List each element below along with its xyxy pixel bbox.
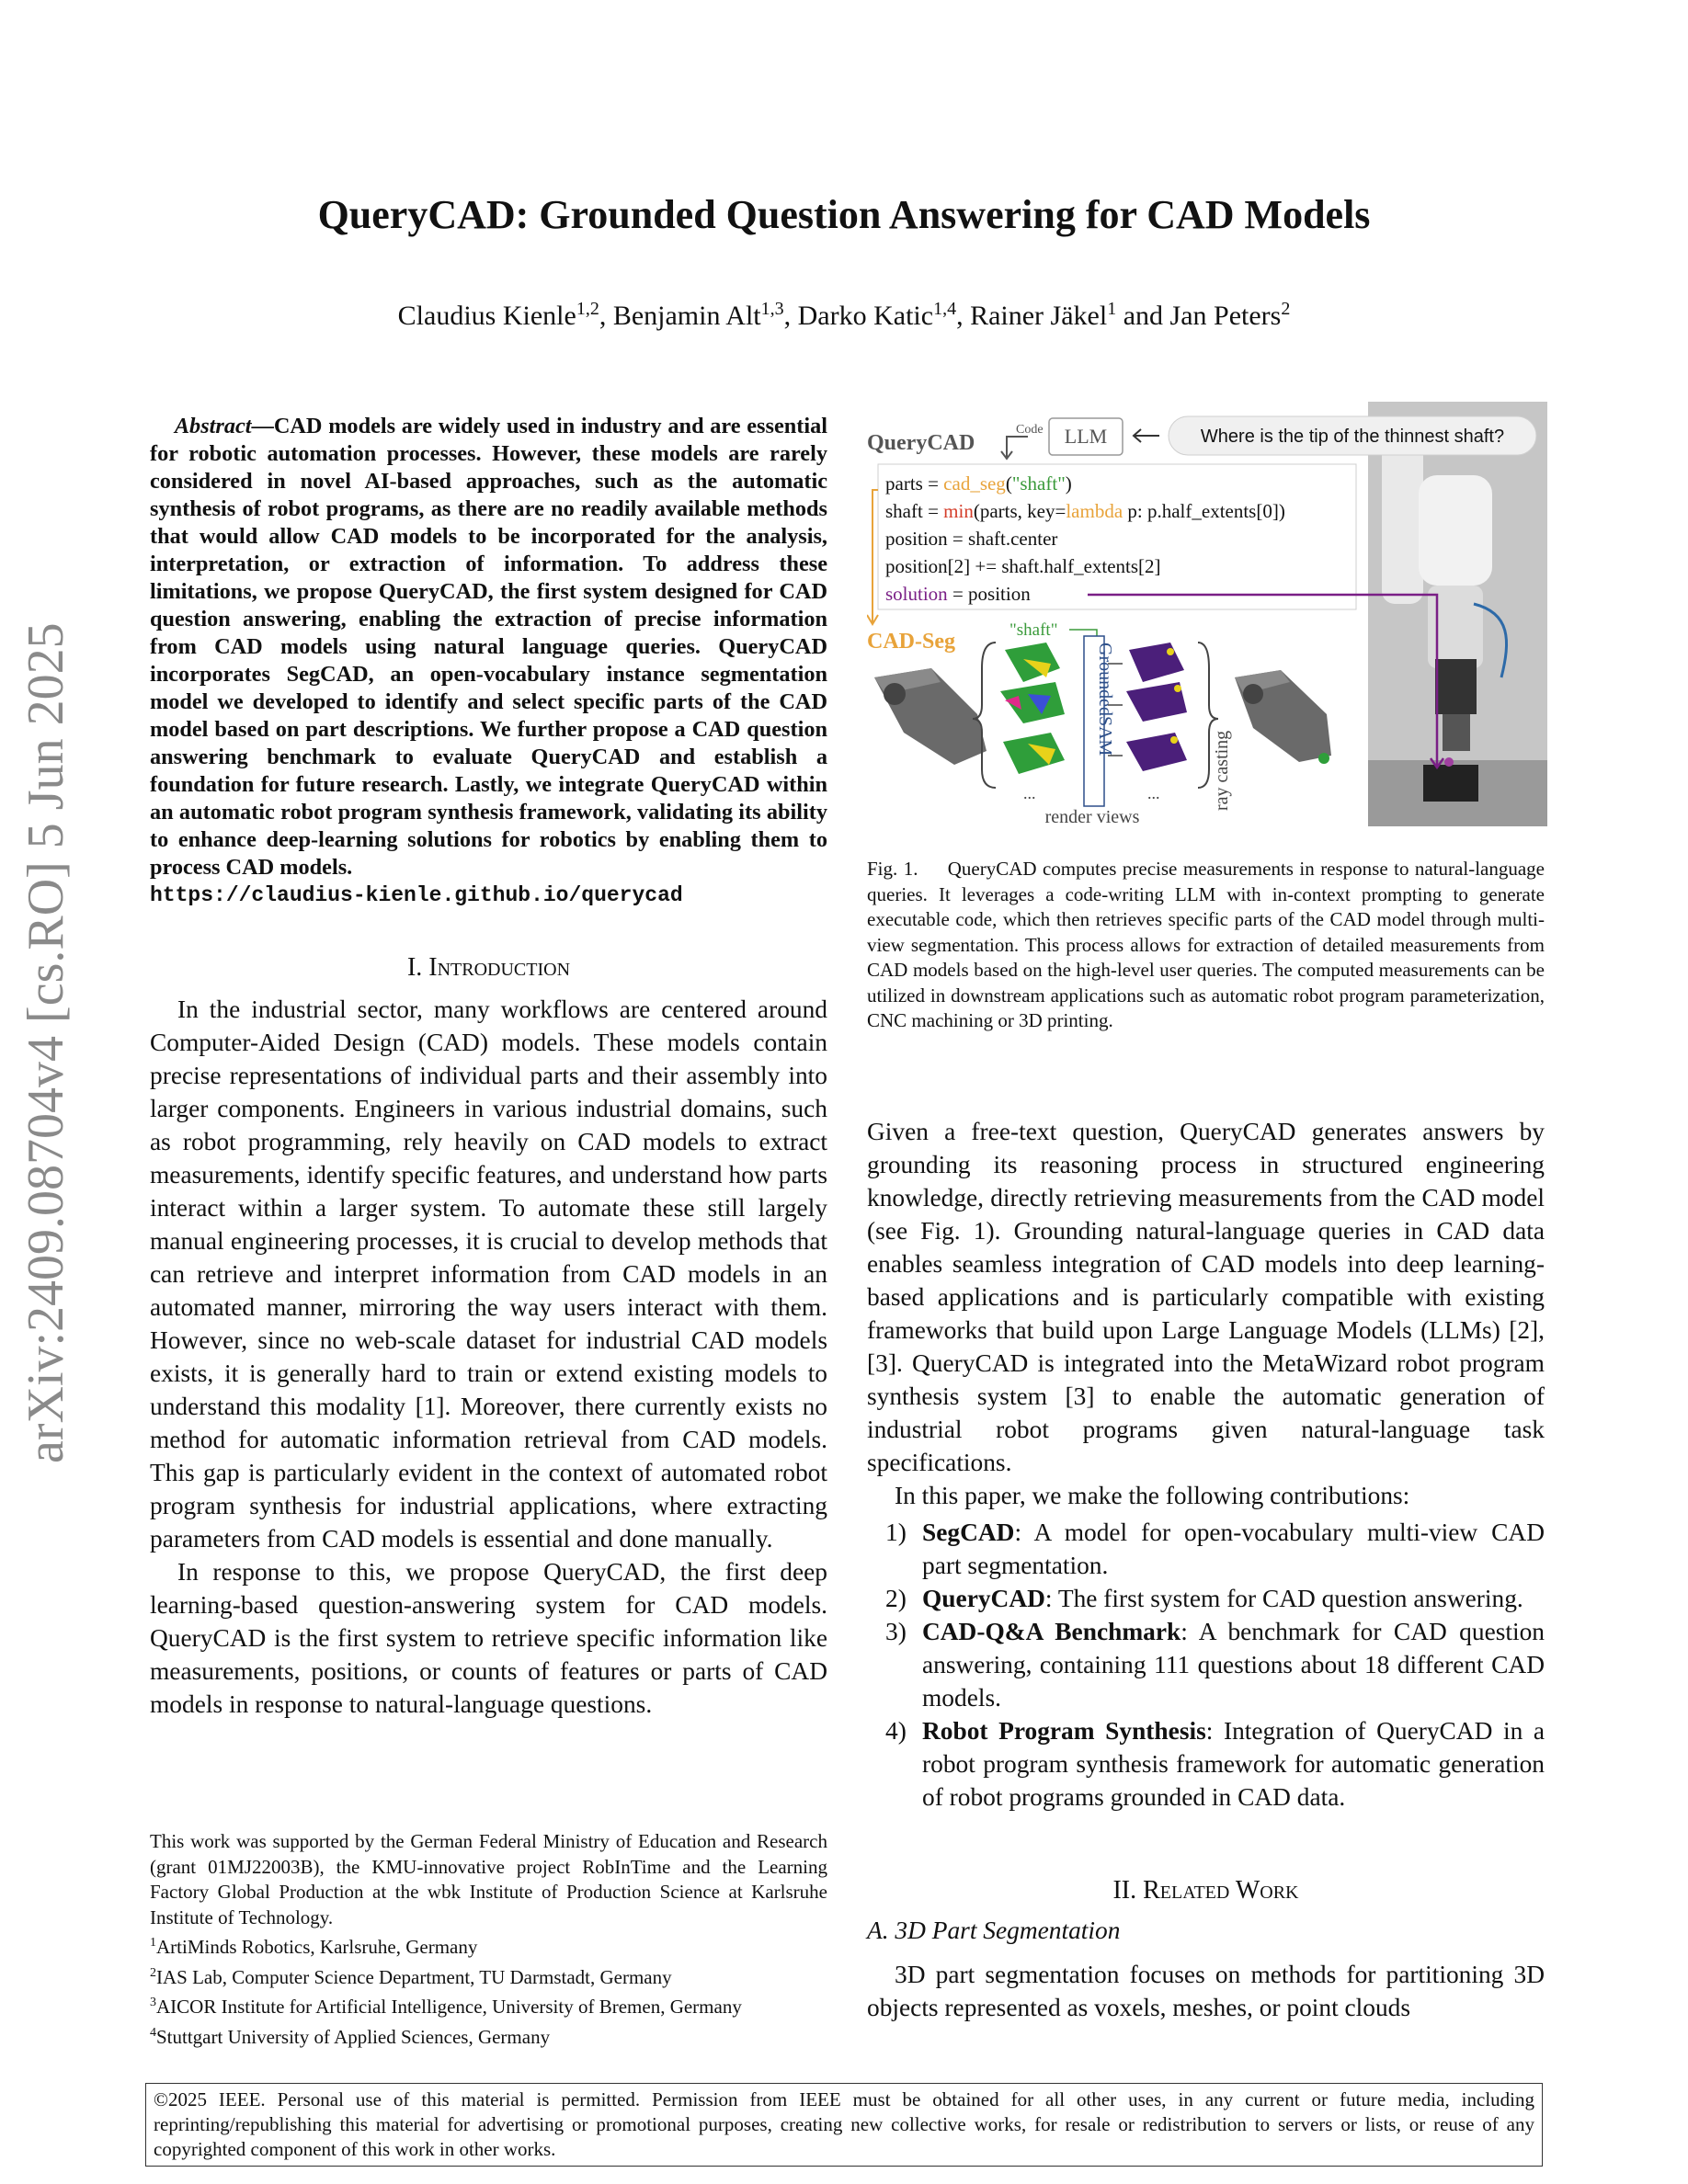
intro-paragraph-2: In response to this, we propose QueryCAD, the first deep learning-based question-answering system for CAD models. QueryCAD is the first system to retrieve specific information like measurements, positions, or counts of features or parts of CAD models in response to natural-language questions. (150, 1558, 827, 1718)
author-separator: and (1116, 301, 1170, 331)
contribution-number: 4) (885, 1717, 907, 1745)
right-paragraph-2: In this paper, we make the following contributions: (895, 1482, 1410, 1509)
introduction-body (150, 993, 827, 1721)
affiliation-text: ArtiMinds Robotics, Karlsruhe, Germany (156, 1936, 478, 1958)
abstract (150, 413, 827, 909)
contribution-text: : A benchmark for CAD question answering, containing 111 questions about 18 different CAD models. (922, 1618, 1545, 1712)
affiliation-text: Stuttgart University of Applied Sciences, Germany (156, 2025, 551, 2048)
contribution-title: Robot Program Synthesis (922, 1717, 1206, 1745)
abstract-lead: Abstract (174, 414, 252, 438)
paper-title: QueryCAD: Grounded Question Answering for CAD Models (317, 192, 1371, 237)
affiliation-line (150, 1990, 827, 2020)
code-line-5: solution = position (885, 583, 1031, 605)
related-work-body (867, 1958, 1545, 2024)
code-line-3: position = shaft.center (885, 528, 1058, 550)
render-dots-2: ... (1147, 784, 1160, 802)
author-name: Benjamin Alt (612, 301, 761, 331)
footnote (150, 1829, 827, 2050)
author-list (0, 292, 1688, 333)
contribution-title: CAD-Q&A Benchmark (922, 1618, 1181, 1645)
affiliation-line (150, 1930, 827, 1961)
author-name: Jan Peters (1169, 301, 1282, 331)
contribution-list (867, 1516, 1545, 1814)
llm-label: LLM (1064, 425, 1108, 448)
render-views-colored (1000, 643, 1065, 802)
contribution-text: : A model for open-vocabulary multi-view CAD part segmentation. (922, 1519, 1545, 1579)
author-name: Darko Katic (797, 301, 934, 331)
affiliation-number: 1 (150, 1936, 156, 1950)
subsection-heading-3d-part-segmentation: A. 3D Part Segmentation (867, 1917, 1121, 1944)
author-separator: , (956, 301, 971, 331)
project-url[interactable]: https://claudius-kienle.github.io/querycad (150, 883, 683, 907)
contribution-number: 1) (885, 1519, 907, 1546)
segmented-parts-purple (1126, 643, 1187, 802)
section-heading-introduction: I. Introduction (406, 953, 571, 982)
affiliation-line (150, 1961, 827, 1991)
groundedsam-label: GroundedSAM (1095, 643, 1115, 756)
cad-part-result (1235, 670, 1331, 764)
code-line-2: shaft = min(parts, key=lambda p: p.half_extents[0]) (885, 500, 1285, 522)
contribution-item (867, 1714, 1545, 1814)
caption-text: QueryCAD computes precise measurements in response to natural-language queries. It leverages a code-writing LLM with in-context prompting to generate executable code, which then retrieves specific parts of the CAD model through multi-view segmentation. This process allows for extraction of detailed measurements from CAD models based on the high-level user queries. The computed measurements can be utilized in downstream applications such as automatic robot program parameterization, CNC machining or 3D printing. (867, 858, 1545, 1031)
cad-part-grey (874, 668, 987, 765)
abstract-text: CAD models are widely used in industry and are essential for robotic automation processes. However, these models are rarely considered in novel AI-based approaches, such as the automatic synthesis of robot programs, as there are no readily available methods that would allow CAD models to be incorporated for the analysis, interpretation, or extraction of information. To address these limitations, we propose QueryCAD, the first system designed for CAD question answering, enabling the extraction of precise information from CAD models using natural language queries. QueryCAD incorporates SegCAD, an open-vocabulary instance segmentation model we developed to identify and select specific parts of the CAD model based on part descriptions. We further propose a CAD question answering benchmark to evaluate QueryCAD and establish a foundation for future research. Lastly, we integrate QueryCAD within an automatic robot program synthesis framework, validating its ability to enhance deep-learning solutions for robotics by enabling them to process CAD models. (150, 414, 828, 880)
contribution-title: QueryCAD (922, 1585, 1045, 1612)
affiliation-text: IAS Lab, Computer Science Department, TU Darmstadt, Germany (156, 1965, 672, 1988)
affiliation-number: 2 (150, 1965, 156, 1980)
author-separator: , (783, 301, 798, 331)
question-text: Where is the tip of the thinnest shaft? (1200, 427, 1505, 447)
contribution-number: 3) (885, 1618, 907, 1645)
figure-1-illustration (867, 402, 1547, 826)
author-separator: , (599, 301, 613, 331)
contribution-item (867, 1615, 1545, 1714)
author-name: Rainer Jäkel (970, 301, 1108, 331)
affiliation-line (150, 2020, 827, 2051)
intro-paragraph-1: In the industrial sector, many workflows are centered around Computer-Aided Design (CAD) models. These models contain precise representations of individual parts and their assembly into larger components. Engineers in various industrial domains, such as robot programming, rely heavily on CAD models to extract measurements, identify specific features, and understand how parts interact within a larger system. To automate these still largely manual engineering processes, it is crucial to develop methods that can retrieve and interpret information from CAD models in an automated manner, mirroring the way users interact with them. However, since no web-scale dataset for industrial CAD models exists, it is generally hard to train or extend existing models to understand this modality [1]. Moreover, there currently exists no method for automatic information retrieval from CAD models. This gap is particularly evident in the context of automated robot program synthesis for industrial applications, where extracting parameters from CAD models is essential and done manually. (150, 995, 827, 1553)
contribution-text: : Integration of QueryCAD in a robot program synthesis framework for automatic generation of robot programs grounded in CAD data. (922, 1717, 1545, 1811)
abstract-dash: — (251, 414, 274, 438)
author-affiliation-mark: 2 (1281, 299, 1291, 319)
render-views-label: render views (1044, 807, 1140, 826)
arxiv-identifier: arXiv:2409.08704v4 [cs.RO] 5 Jun 2025 (17, 622, 74, 1463)
section-heading-related-work: II. Related Work (1112, 1876, 1299, 1905)
author-affiliation-mark: 1,4 (933, 299, 957, 319)
querycad-label: QueryCAD (867, 431, 975, 455)
author-name: Claudius Kienle (397, 301, 576, 331)
right-column-body (867, 1115, 1545, 1814)
figure-caption (867, 857, 1545, 1034)
affiliation-text: AICOR Institute for Artificial Intelligence, University of Bremen, Germany (156, 1996, 742, 2018)
contribution-item (867, 1582, 1545, 1615)
ray-casting-label: ray casting (1212, 730, 1232, 811)
code-line-4: position[2] += shaft.half_extents[2] (885, 555, 1161, 577)
render-dots-1: ... (1023, 784, 1036, 802)
code-label: Code (1016, 423, 1044, 437)
contribution-item (867, 1516, 1545, 1582)
related-paragraph-1: 3D part segmentation focuses on methods for partitioning 3D objects represented as voxels, meshes, or point clouds (867, 1961, 1545, 2021)
copyright-notice: ©2025 IEEE. Personal use of this material is permitted. Permission from IEEE must be obtained for all other uses, in any current or future media, including reprinting/republishing this material for advertising or promotional purposes, creating new collective works, for resale or redistribution to servers or lists, or reuse of any copyrighted component of this work in other works. (145, 2083, 1543, 2167)
contribution-text: : The first system for CAD question answering. (1044, 1585, 1523, 1612)
author-affiliation-mark: 1,3 (760, 299, 784, 319)
shaft-label: "shaft" (1009, 620, 1058, 640)
funding-note: This work was supported by the German Federal Ministry of Education and Research (grant 01MJ22003B), the KMU-innovative project RobInTime and the Learning Factory Global Production at the wbk Institute of Production Science at Karlsruhe Institute of Technology. (150, 1830, 827, 1928)
author-affiliation-mark: 1 (1107, 299, 1117, 319)
caption-label: Fig. 1. (867, 858, 918, 880)
cad-seg-label: CAD-Seg (867, 630, 955, 654)
affiliation-number: 4 (150, 2025, 156, 2040)
contribution-number: 2) (885, 1585, 907, 1612)
author-affiliation-mark: 1,2 (576, 299, 599, 319)
figure-1 (867, 402, 1547, 826)
contribution-title: SegCAD (922, 1519, 1015, 1546)
right-paragraph-1: Given a free-text question, QueryCAD generates answers by grounding its reasoning process in structured engineering knowledge, directly retrieving measurements from the CAD model (see Fig. 1). Grounding natural-language queries in CAD data enables seamless integration of CAD models into deep learning-based applications and is particularly compatible with existing frameworks that build upon Large Language Models (LLMs) [2], [3]. QueryCAD is integrated into the MetaWizard robot program synthesis system [3] to enable the automatic generation of industrial robot programs given natural-language task specifications. (867, 1118, 1545, 1476)
affiliation-number: 3 (150, 1996, 156, 2009)
code-line-1: parts = cad_seg("shaft") (885, 472, 1072, 495)
